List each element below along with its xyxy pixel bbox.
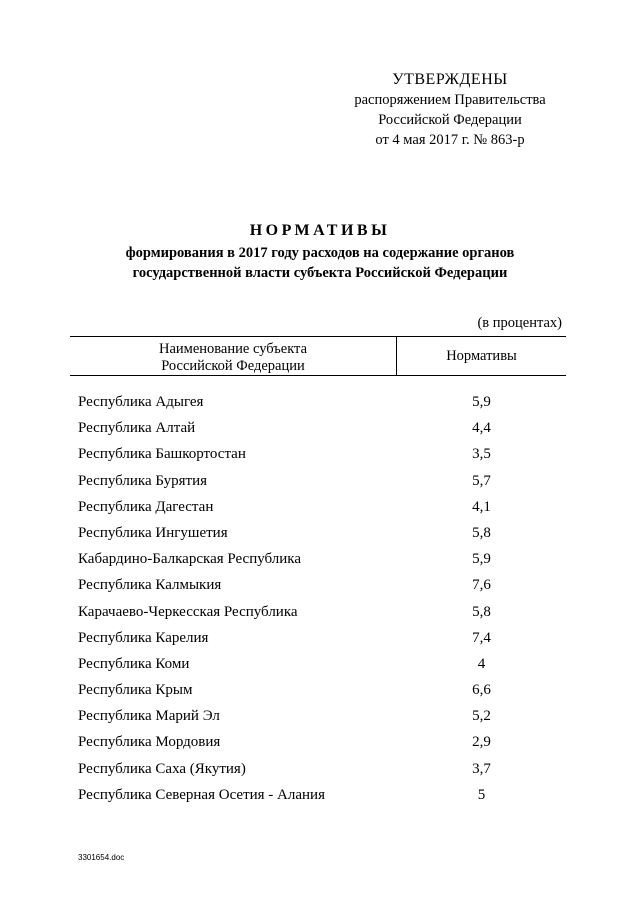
norm-value: 5,8 (472, 524, 491, 541)
table-row (70, 604, 566, 630)
table-row (70, 761, 566, 787)
norm-value: 5,9 (472, 551, 491, 568)
table-row (70, 551, 566, 577)
subject-name: Карачаево-Черкесская Республика (78, 603, 298, 620)
norm-value: 3,7 (472, 760, 491, 777)
approval-block (340, 70, 560, 150)
norm-value: 4 (477, 655, 486, 672)
subject-name: Республика Коми (78, 655, 190, 672)
header-subject-name (70, 341, 396, 375)
subject-name: Республика Алтай (78, 420, 196, 437)
subject-name: Республика Бурятия (78, 472, 208, 489)
table-body (70, 394, 566, 813)
subtitle-line-2: государственной власти субъекта Российской Федерации (132, 265, 508, 281)
units-note: (в процентах) (477, 315, 562, 331)
table-row (70, 682, 566, 708)
approval-line-1: распоряжением Правительства (354, 92, 546, 108)
table-row (70, 499, 566, 525)
footer-filename: 3301654.doc (78, 853, 125, 862)
subject-name: Кабардино-Балкарская Республика (78, 551, 302, 568)
subject-name: Республика Калмыкия (78, 577, 222, 594)
norm-value: 5,2 (472, 708, 491, 725)
table-row (70, 525, 566, 551)
norm-value: 4,4 (472, 420, 491, 437)
norm-value: 2,9 (472, 734, 491, 751)
subject-name: Республика Башкортостан (78, 446, 246, 463)
table-row (70, 394, 566, 420)
subject-name: Республика Саха (Якутия) (78, 760, 246, 777)
table-row (70, 446, 566, 472)
table-row (70, 787, 566, 813)
norm-value: 3,5 (472, 446, 491, 463)
table-row (70, 577, 566, 603)
document-title: НОРМАТИВЫ (249, 222, 391, 239)
header-name-line-1: Наименование субъекта (158, 341, 308, 357)
table-row (70, 473, 566, 499)
subject-name: Республика Карелия (78, 629, 209, 646)
norm-value: 7,6 (472, 577, 491, 594)
norm-value: 5,8 (472, 603, 491, 620)
approval-line-2: Российской Федерации (378, 112, 522, 128)
table-header (70, 336, 566, 376)
approval-line-3: от 4 мая 2017 г. № 863-р (375, 132, 525, 148)
approval-heading: УТВЕРЖДЕНЫ (392, 71, 508, 88)
table-row (70, 734, 566, 760)
header-name-line-2: Российской Федерации (161, 358, 305, 374)
subject-name: Республика Адыгея (78, 394, 204, 410)
norm-value: 6,6 (472, 682, 491, 699)
norm-value: 7,4 (472, 629, 491, 646)
document-subtitle (60, 243, 580, 283)
subject-name: Республика Марий Эл (78, 708, 220, 725)
table-row (70, 630, 566, 656)
table-row (70, 708, 566, 734)
norm-value: 5 (477, 786, 486, 803)
subject-name: Республика Северная Осетия - Алания (78, 786, 325, 803)
subject-name: Республика Мордовия (78, 734, 221, 751)
table-row (70, 656, 566, 682)
subject-name: Республика Дагестан (78, 498, 214, 515)
subject-name: Республика Ингушетия (78, 524, 228, 541)
norms-table (70, 336, 566, 803)
norm-value: 5,9 (472, 394, 491, 410)
subtitle-line-1: формирования в 2017 году расходов на содержание органов (125, 245, 515, 261)
header-norms: Нормативы (446, 348, 517, 364)
table-row (70, 420, 566, 446)
norm-value: 5,7 (472, 472, 491, 489)
subject-name: Республика Крым (78, 682, 193, 699)
norm-value: 4,1 (472, 498, 491, 515)
